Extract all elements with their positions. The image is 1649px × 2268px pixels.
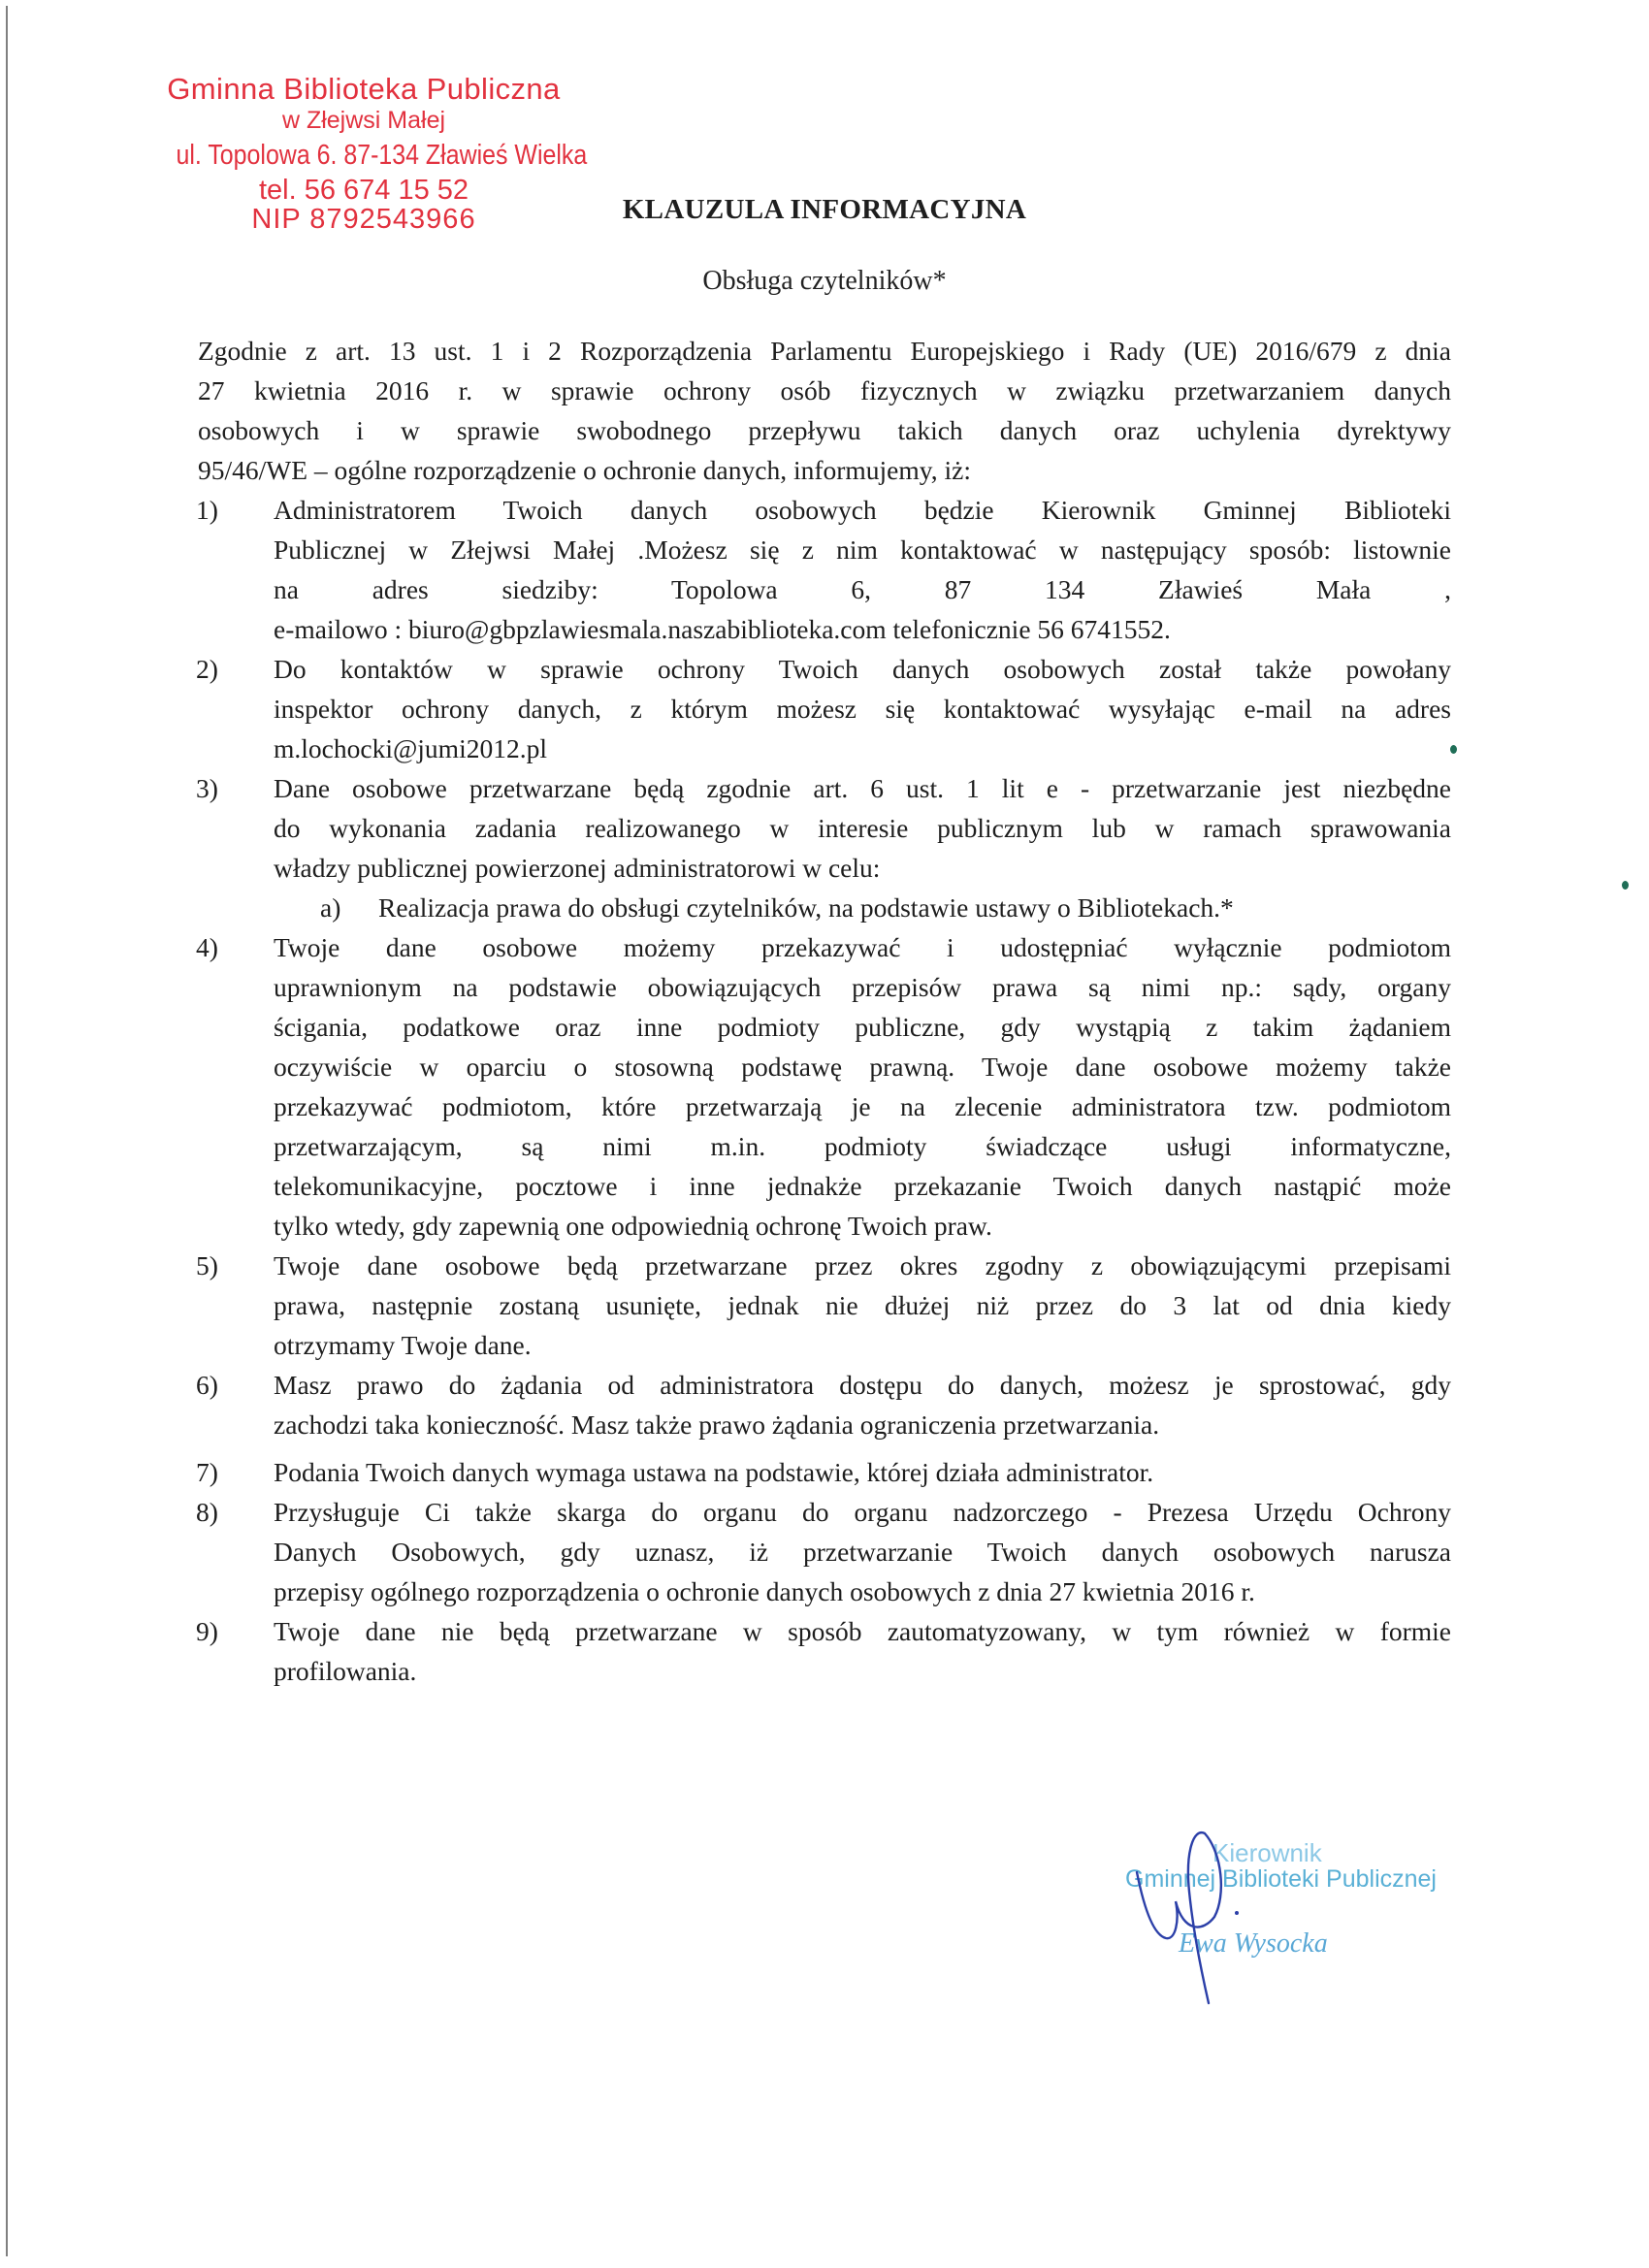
item-line: Twoje dane nie będą przetwarzane w sposób zautomatyzowany, w tym również w formie bbox=[274, 1616, 1451, 1646]
item-line: oczywiście w oparciu o stosowną podstawę prawną. Twoje dane osobowe możemy także bbox=[274, 1052, 1451, 1082]
item-line: Do kontaktów w sprawie ochrony Twoich danych osobowych został także powołany bbox=[274, 654, 1451, 684]
item-number: 2) bbox=[196, 654, 218, 684]
handwritten-signature-icon bbox=[1116, 1824, 1329, 2018]
item-line: telekomunikacyjne, pocztowe i inne jednakże przekazanie Twoich danych nastąpić może bbox=[274, 1171, 1451, 1201]
item-line: na adres siedziby: Topolowa 6, 87 134 Zławieś Mała , bbox=[274, 574, 1451, 604]
item-line: Dane osobowe przetwarzane będą zgodnie art. 6 ust. 1 lit e - przetwarzanie jest niezbędne bbox=[274, 773, 1451, 803]
item-line: m.lochocki@jumi2012.pl bbox=[274, 733, 547, 763]
item-number: 9) bbox=[196, 1616, 218, 1646]
item-line: inspektor ochrony danych, z którym możesz się kontaktować wysyłając e-mail na adres bbox=[274, 694, 1451, 724]
item-line: Twoje dane osobowe będą przetwarzane przez okres zgodny z obowiązującymi przepisami bbox=[274, 1250, 1451, 1280]
item-line: przepisy ogólnego rozporządzenia o ochronie danych osobowych z dnia 27 kwietnia 2016 r. bbox=[274, 1576, 1255, 1606]
scan-edge-line bbox=[6, 6, 8, 2256]
item-line: uprawnionym na podstawie obowiązujących przepisów prawa są nimi np.: sądy, organy bbox=[274, 972, 1451, 1002]
subitem-text: Realizacja prawa do obsługi czytelników, na podstawie ustawy o Bibliotekach.* bbox=[378, 892, 1234, 923]
item-line: władzy publicznej powierzonej administratorowi w celu: bbox=[274, 853, 881, 883]
stamp-address: ul. Topolowa 6. 87-134 Zławieś Wielka bbox=[176, 140, 588, 171]
signature-name: Ewa Wysocka bbox=[1179, 1928, 1328, 1959]
item-line: Przysługuje Ci także skarga do organu do organu nadzorczego - Prezesa Urzędu Ochrony bbox=[274, 1497, 1451, 1527]
intro-line: Zgodnie z art. 13 ust. 1 i 2 Rozporządzenia Parlamentu Europejskiego i Rady (UE) 2016/679 z dnia bbox=[198, 336, 1451, 366]
item-line: prawa, następnie zostaną usunięte, jednak nie dłużej niż przez do 3 lat od dnia kiedy bbox=[274, 1290, 1451, 1320]
signature-role: Kierownik bbox=[1212, 1838, 1322, 1867]
intro-line: 95/46/WE – ogólne rozporządzenie o ochronie danych, informujemy, iż: bbox=[198, 455, 971, 485]
intro-line: osobowych i w sprawie swobodnego przepływu takich danych oraz uchylenia dyrektywy bbox=[198, 415, 1451, 445]
document-title: KLAUZULA INFORMACYJNA bbox=[622, 194, 1027, 225]
item-line: e-mailowo : biuro@gbpzlawiesmala.naszabiblioteka.com telefonicznie 56 6741552. bbox=[274, 614, 1171, 644]
item-line: profilowania. bbox=[274, 1656, 417, 1686]
item-line: do wykonania zadania realizowanego w interesie publicznym lub w ramach sprawowania bbox=[274, 813, 1451, 843]
item-line: zachodzi taka konieczność. Masz także prawo żądania ograniczenia przetwarzania. bbox=[274, 1409, 1160, 1440]
item-number: 5) bbox=[196, 1250, 218, 1280]
item-line: ścigania, podatkowe oraz inne podmioty publiczne, gdy wystąpią z takim żądaniem bbox=[274, 1012, 1451, 1042]
ink-mark bbox=[1450, 745, 1457, 754]
stamp-place: w Złejwsi Małej bbox=[281, 107, 446, 134]
item-line: Danych Osobowych, gdy uznasz, iż przetwarzanie Twoich danych osobowych narusza bbox=[274, 1537, 1451, 1567]
item-number: 6) bbox=[196, 1370, 218, 1400]
item-number: 8) bbox=[196, 1497, 218, 1527]
intro-line: 27 kwietnia 2016 r. w sprawie ochrony osób fizycznych w związku przetwarzaniem danych bbox=[198, 375, 1451, 405]
document-subtitle: Obsługa czytelników* bbox=[702, 266, 947, 296]
item-line: tylko wtedy, gdy zapewnią one odpowiednią ochronę Twoich praw. bbox=[274, 1211, 992, 1241]
ink-mark bbox=[1622, 881, 1629, 890]
item-line: Twoje dane osobowe możemy przekazywać i udostępniać wyłącznie podmiotom bbox=[274, 932, 1451, 962]
item-line: Masz prawo do żądania od administratora dostępu do danych, możesz je sprostować, gdy bbox=[274, 1370, 1451, 1400]
stamp-name: Gminna Biblioteka Publiczna bbox=[167, 72, 561, 106]
item-number: 3) bbox=[196, 773, 218, 803]
stamp-nip: NIP 8792543966 bbox=[251, 204, 476, 235]
item-line: Administratorem Twoich danych osobowych będzie Kierownik Gminnej Biblioteki bbox=[274, 495, 1451, 525]
item-line: przetwarzającym, są nimi m.in. podmioty świadczące usługi informatyczne, bbox=[274, 1131, 1451, 1161]
item-number: 7) bbox=[196, 1457, 218, 1487]
item-line: przekazywać podmiotom, które przetwarzają je na zlecenie administratora tzw. podmiotom bbox=[274, 1091, 1451, 1121]
item-line: Publicznej w Złejwsi Małej .Możesz się z nim kontaktować w następujący sposób: listownie bbox=[274, 535, 1451, 565]
item-number: 1) bbox=[196, 495, 218, 525]
item-line: Podania Twoich danych wymaga ustawa na podstawie, której działa administrator. bbox=[274, 1457, 1154, 1487]
signature-institution: Gminnej Biblioteki Publicznej bbox=[1125, 1865, 1437, 1893]
stamp-phone: tel. 56 674 15 52 bbox=[258, 175, 469, 206]
item-line: otrzymamy Twoje dane. bbox=[274, 1330, 532, 1360]
subitem-letter: a) bbox=[320, 892, 341, 923]
item-number: 4) bbox=[196, 932, 218, 962]
